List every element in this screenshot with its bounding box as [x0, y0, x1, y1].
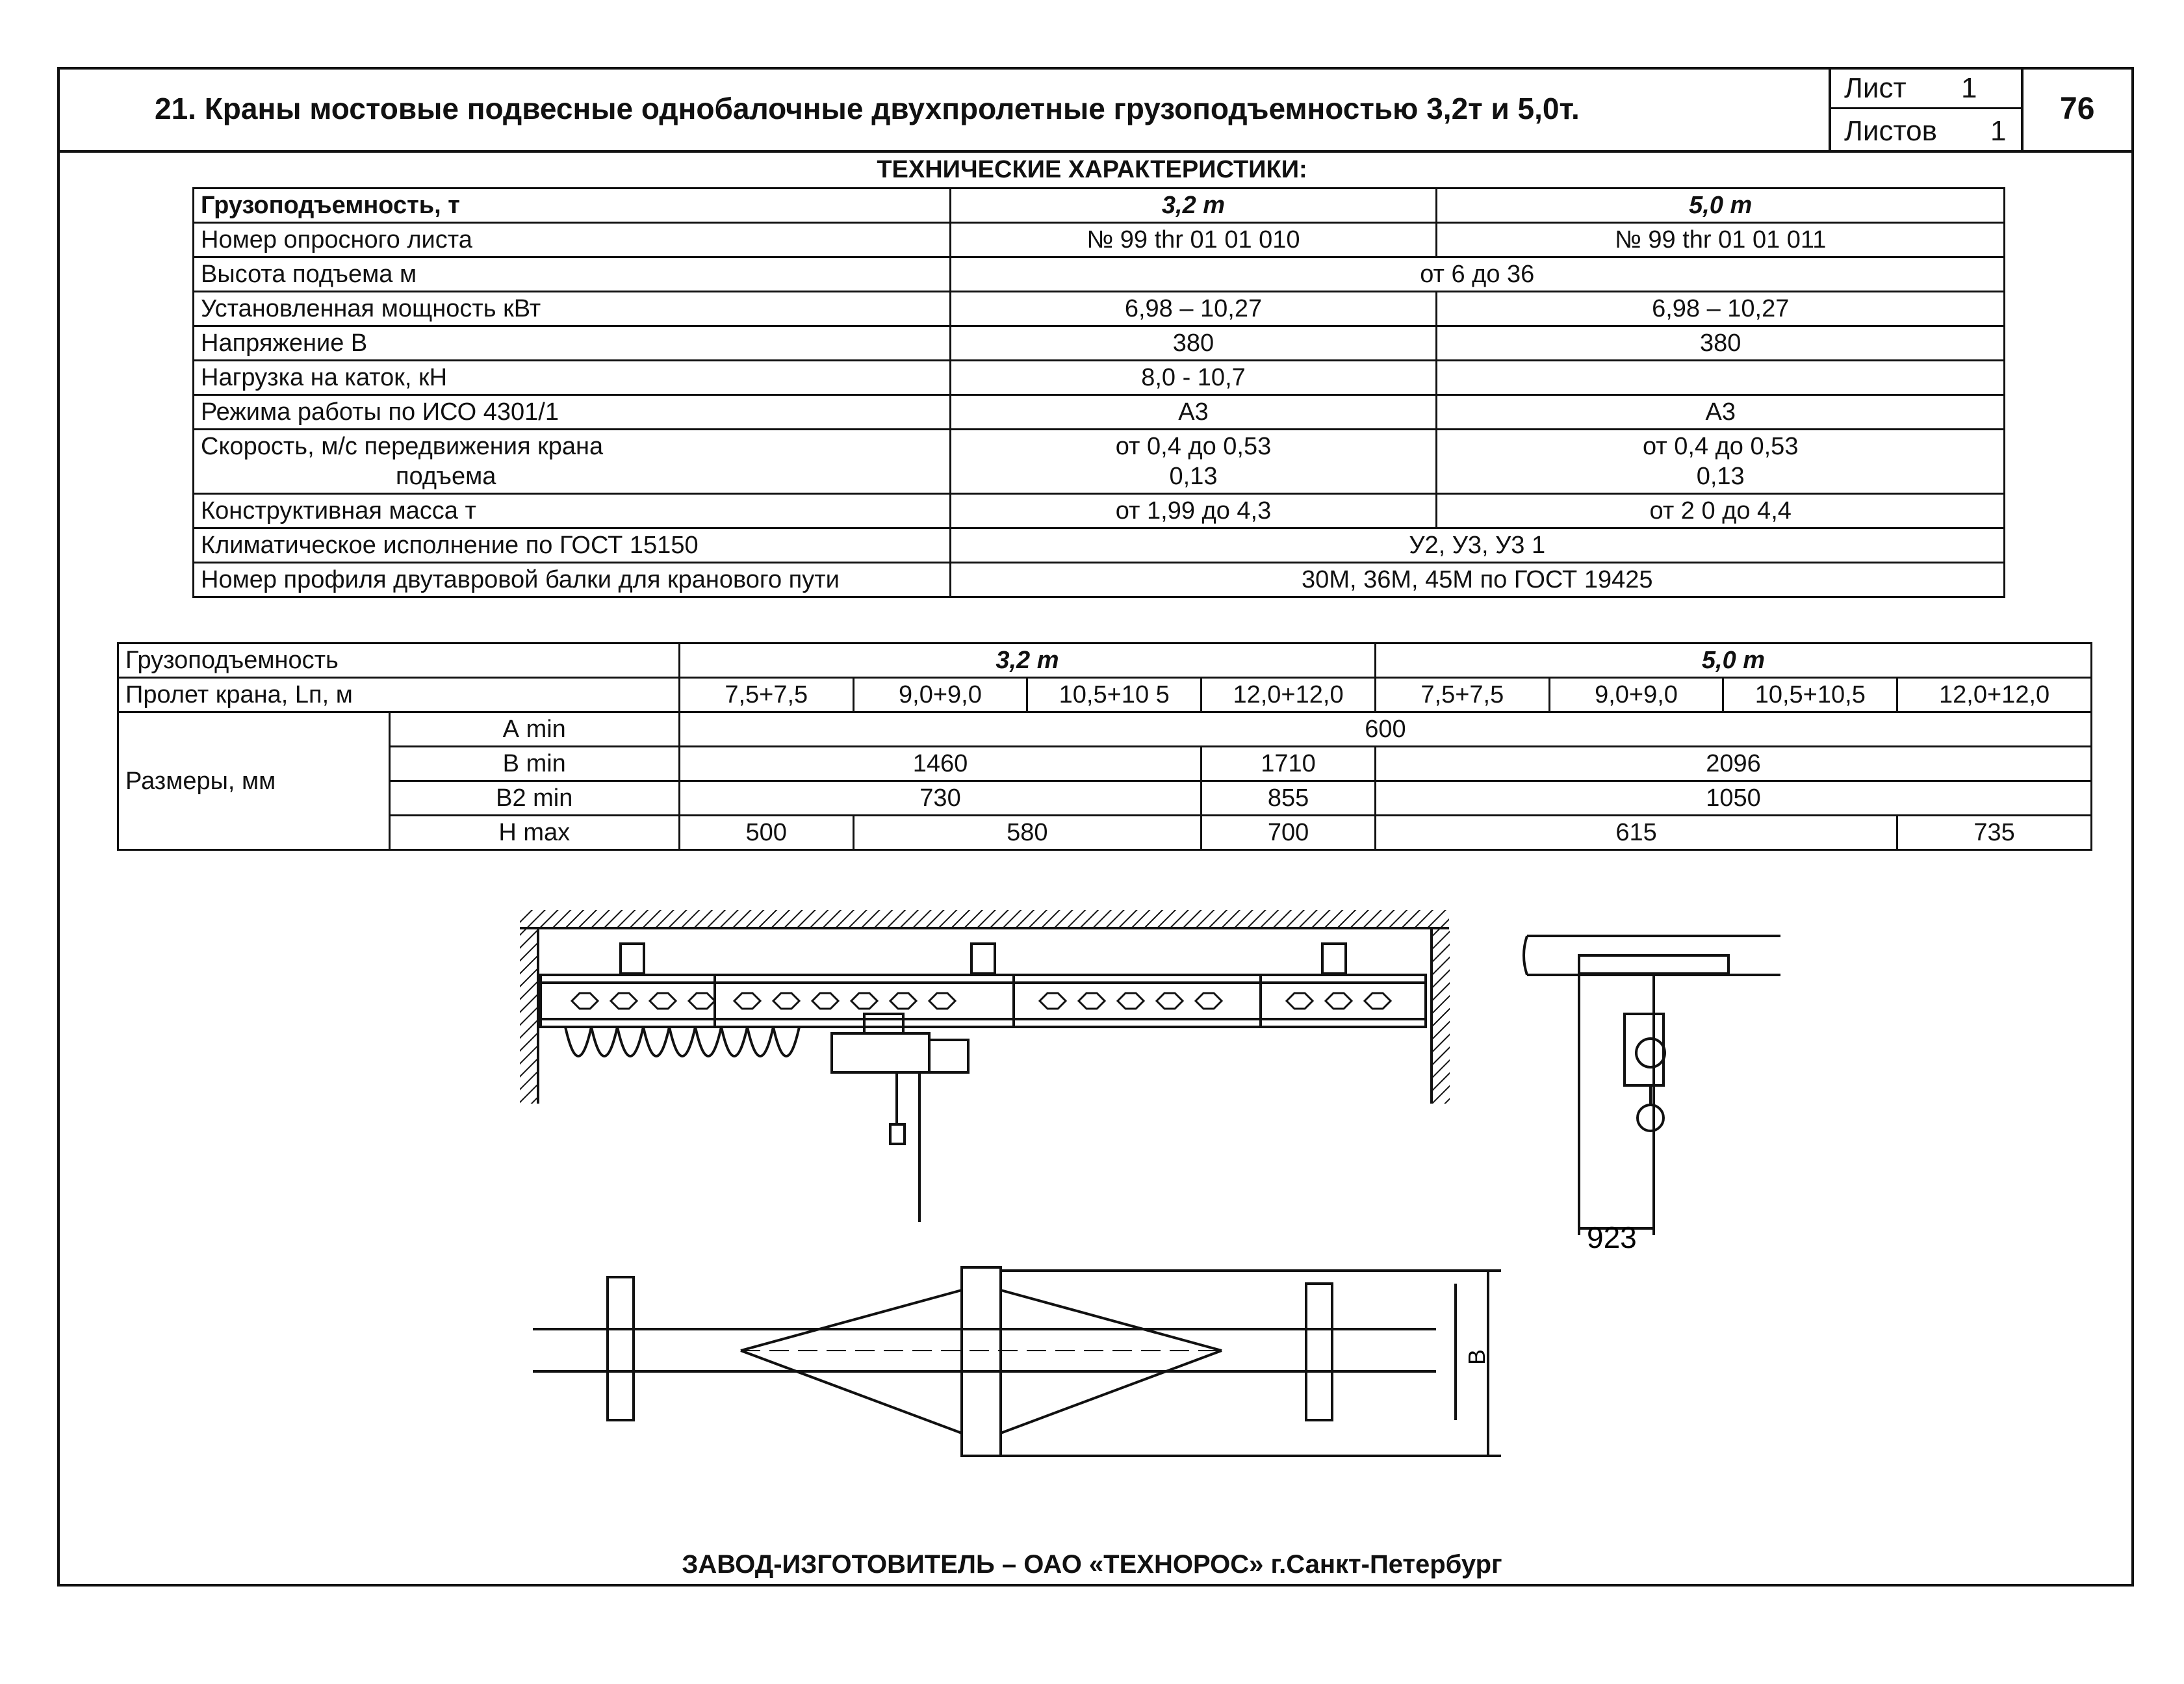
spec-caption: ТЕХНИЧЕСКИЕ ХАРАКТЕРИСТИКИ:: [877, 156, 1307, 183]
h-max-value: 700: [1201, 816, 1376, 850]
svg-text:923: 923: [1587, 1221, 1637, 1254]
spec-value: А3: [1437, 395, 2005, 430]
dimension-923: [1587, 1221, 1637, 1254]
dimension-b-label: [1463, 1349, 1490, 1365]
spec-param: Номер профиля двутавровой балки для кранового пути: [194, 563, 951, 597]
span-value: 12,0+12,0: [1201, 678, 1376, 712]
speed-lift-label: подъема: [396, 463, 496, 490]
speed-lift-value: 0,13: [1169, 463, 1218, 490]
h-max-value: 500: [679, 816, 853, 850]
span-value: 7,5+7,5: [679, 678, 853, 712]
b2-min-label: В2 min: [389, 781, 679, 816]
sheets-value: 1: [1990, 115, 2007, 147]
spec-value: У2, У3, У3 1: [950, 528, 2004, 563]
spec-param: Установленная мощность кВт: [194, 292, 951, 326]
b-min-value: 2096: [1375, 747, 2091, 781]
capacity-label: Грузоподъемность: [118, 643, 680, 678]
spec-value: 30М, 36М, 45М по ГОСТ 19425: [950, 563, 2004, 597]
spec-value: 8,0 - 10,7: [950, 361, 1437, 395]
spec-param: Конструктивная масса т: [194, 494, 951, 528]
crane-plan-view: [533, 1267, 1501, 1456]
span-value: 7,5+7,5: [1375, 678, 1549, 712]
spec-value: 380: [950, 326, 1437, 361]
spec-value: от 1,99 до 4,3: [950, 494, 1437, 528]
b2-min-value: 855: [1201, 781, 1376, 816]
manufacturer-footer: ЗАВОД-ИЗГОТОВИТЕЛЬ – ОАО «ТЕХНОРОС» г.Санкт-Петербург: [682, 1550, 1502, 1579]
spec-value: от 6 до 36: [950, 257, 2004, 292]
spec-head-param: Грузоподъемность, т: [194, 188, 951, 223]
spec-param: Режима работы по ИСО 4301/1: [194, 395, 951, 430]
spec-param: Номер опросного листа: [194, 223, 951, 257]
spec-value: 6,98 – 10,27: [1437, 292, 2005, 326]
spec-head-col2: 5,0 т: [1437, 188, 2005, 223]
h-max-value: 615: [1375, 816, 1897, 850]
a-min-label: А min: [389, 712, 679, 747]
svg-text:В: В: [1463, 1349, 1490, 1365]
sheet-label: Лист: [1844, 72, 1907, 104]
span-value: 10,5+10 5: [1027, 678, 1201, 712]
b2-min-value: 730: [679, 781, 1201, 816]
b-min-value: 1460: [679, 747, 1201, 781]
b2-min-value: 1050: [1375, 781, 2091, 816]
h-max-label: Н max: [389, 816, 679, 850]
spec-param: Высота подъема м: [194, 257, 951, 292]
b-min-value: 1710: [1201, 747, 1376, 781]
spec-head-col1: 3,2 т: [950, 188, 1437, 223]
span-label: Пролет крана, Lп, м: [118, 678, 680, 712]
page-title: 21. Краны мостовые подвесные однобалочные двухпролетные грузоподъемностью 3,2т и 5,0т.: [155, 92, 1580, 125]
speed-travel-value: от 0,4 до 0,53: [1115, 433, 1272, 460]
page-number: 76: [2060, 92, 2095, 126]
crane-side-view: [1524, 936, 1780, 1235]
spec-param: Климатическое исполнение по ГОСТ 15150: [194, 528, 951, 563]
spec-value: № 99 thr 01 01 010: [950, 223, 1437, 257]
spec-value: А3: [950, 395, 1437, 430]
h-max-value: 735: [1897, 816, 2092, 850]
sizes-label: Размеры, мм: [118, 712, 390, 850]
sheets-label: Листов: [1844, 115, 1937, 147]
capacity-5-0: 5,0 т: [1375, 643, 2091, 678]
spec-value: 380: [1437, 326, 2005, 361]
span-value: 9,0+9,0: [1549, 678, 1723, 712]
capacity-3-2: 3,2 т: [679, 643, 1375, 678]
span-value: 9,0+9,0: [853, 678, 1027, 712]
span-value: 12,0+12,0: [1897, 678, 2092, 712]
h-max-value: 580: [853, 816, 1201, 850]
b-min-label: В min: [389, 747, 679, 781]
sheet-value: 1: [1961, 72, 1977, 104]
speed-travel-label: Скорость, м/с передвижения крана: [201, 433, 604, 460]
crane-front-view: [520, 910, 1450, 1222]
spec-param: Нагрузка на каток, кН: [194, 361, 951, 395]
a-min-value: 600: [679, 712, 2091, 747]
spec-param: Напряжение В: [194, 326, 951, 361]
speed-travel-value: от 0,4 до 0,53: [1642, 433, 1799, 460]
speed-lift-value: 0,13: [1696, 463, 1745, 490]
span-value: 10,5+10,5: [1723, 678, 1897, 712]
spec-value: 6,98 – 10,27: [950, 292, 1437, 326]
spec-value: от 2 0 до 4,4: [1437, 494, 2005, 528]
spec-value: № 99 thr 01 01 011: [1437, 223, 2005, 257]
